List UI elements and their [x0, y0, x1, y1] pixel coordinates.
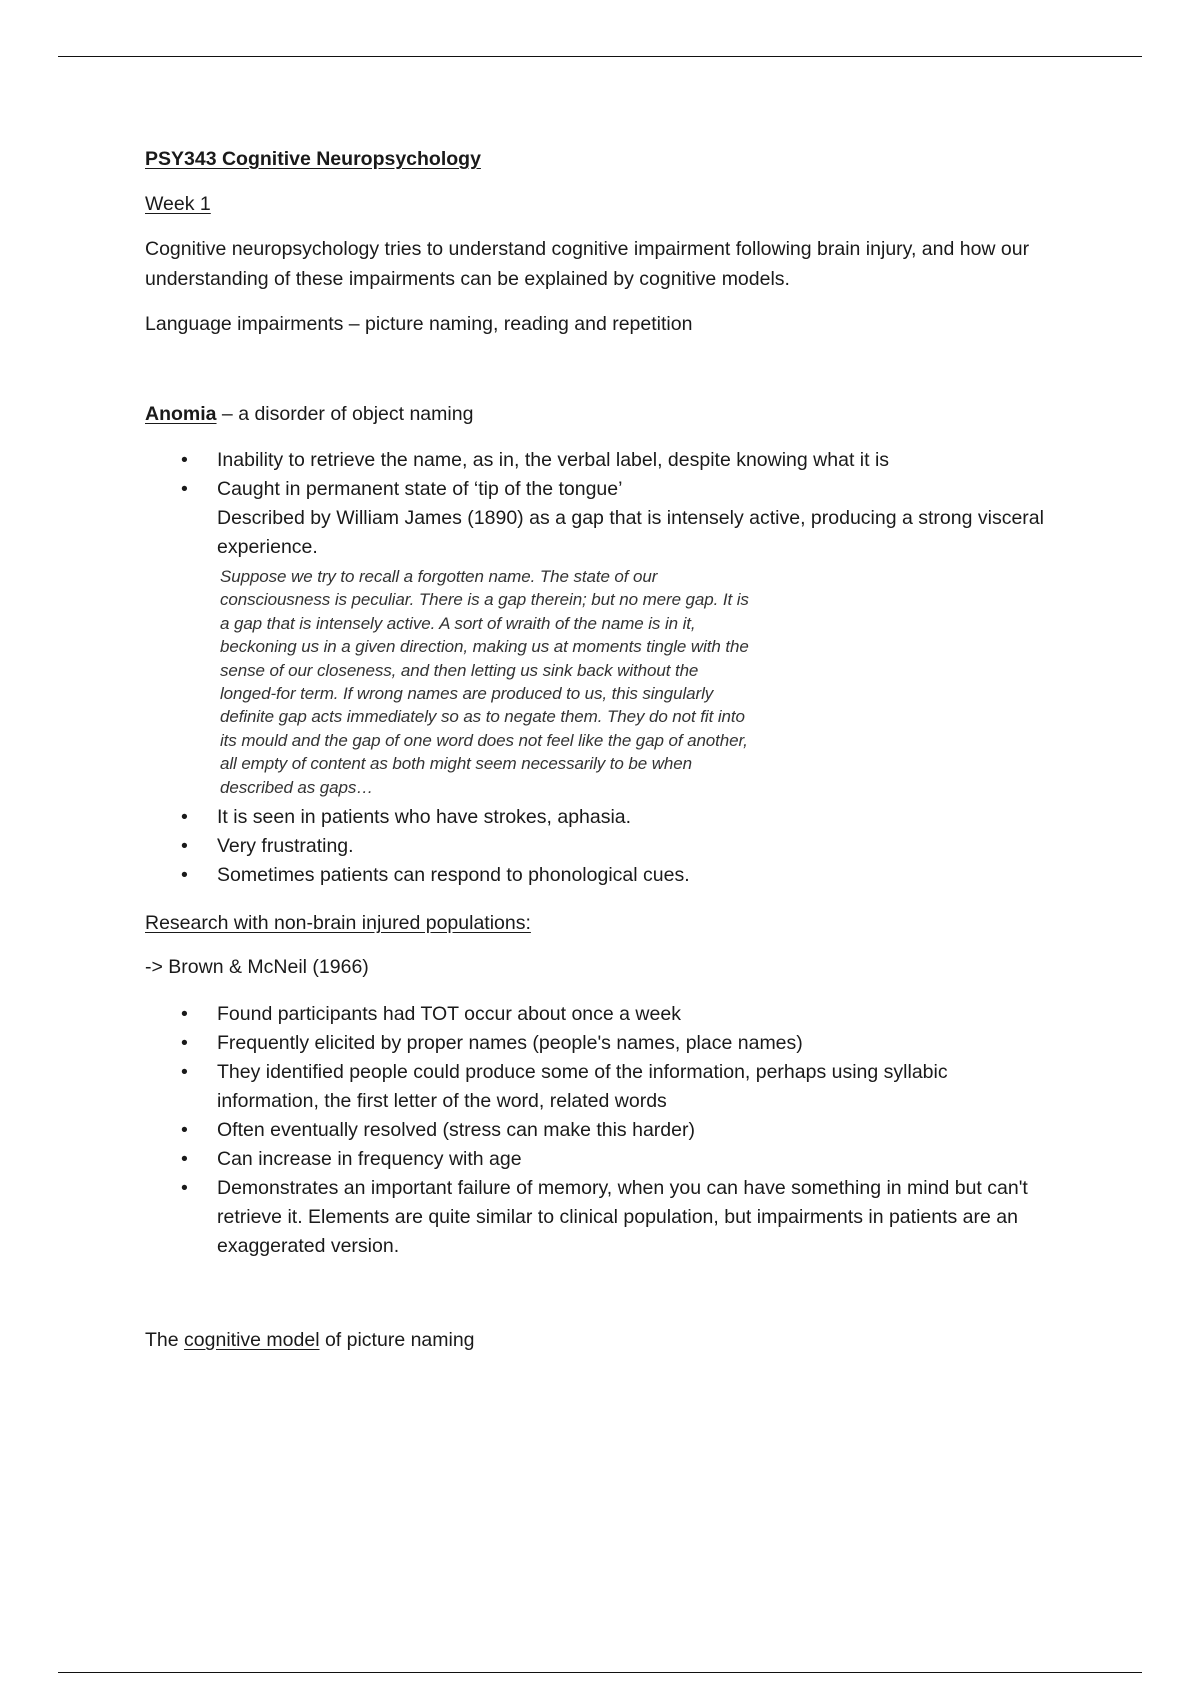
james-description-line-2: experience.: [217, 536, 318, 558]
intro-line-1: Cognitive neuropsychology tries to understand cognitive impairment following brain injury, and how our: [145, 238, 1030, 260]
quote-line: its mould and the gap of one word does not feel like the gap of another,: [220, 730, 748, 750]
quote-line: longed-for term. If wrong names are produced to us, this singularly: [220, 684, 714, 704]
quote-line: Suppose we try to recall a forgotten name. The state of our: [220, 567, 658, 586]
week-heading: Week 1: [145, 193, 211, 215]
bullet-icon: •: [181, 478, 188, 500]
bullet-icon: •: [181, 1032, 188, 1054]
bullet-icon: •: [181, 1003, 188, 1025]
bullet-icon: •: [181, 835, 188, 857]
footer-rule: [58, 1672, 1142, 1673]
bullet-icon: •: [181, 806, 188, 828]
list-item: • It is seen in patients who have strokes, aphasia.: [217, 803, 690, 832]
james-description-line-1: Described by William James (1890) as a gap that is intensely active, producing a strong visceral: [217, 507, 1044, 529]
header-rule: [58, 56, 1142, 57]
anomia-term: Anomia: [145, 403, 217, 425]
william-james-quote-image: [220, 565, 840, 799]
brown-mcneil-reference: -> Brown & McNeil (1966): [145, 956, 369, 978]
brown-bullet-list: [181, 1000, 1028, 1261]
quote-line: beckoning us in a given direction, making us at moments tingle with the: [220, 637, 749, 657]
list-item: • Frequently elicited by proper names (people's names, place names): [217, 1029, 1028, 1058]
quote-line: sense of our closeness, and then letting us sink back without the: [220, 660, 699, 680]
list-item: • Often eventually resolved (stress can make this harder): [217, 1116, 1028, 1145]
document-title: PSY343 Cognitive Neuropsychology: [145, 148, 481, 170]
intro-line-2: understanding of these impairments can be explained by cognitive models.: [145, 268, 790, 290]
anomia-bullet-list: [181, 446, 890, 504]
anomia-heading: [145, 400, 473, 429]
list-item: • Demonstrates an important failure of memory, when you can have something in mind but can't retrieve it. Elements are quite similar to clinical population, but impairments in patients are an exaggerated version.: [217, 1174, 1028, 1261]
quote-line: definite gap acts immediately so as to negate them. They do not fit into: [220, 707, 745, 727]
quote-line: described as gaps…: [220, 777, 374, 797]
research-heading: Research with non-brain injured populations:: [145, 912, 531, 934]
list-item: • Found participants had TOT occur about once a week: [217, 1000, 1028, 1029]
quote-line: all empty of content as both might seem necessarily to be when: [220, 754, 692, 774]
list-item: • Sometimes patients can respond to phonological cues.: [217, 861, 690, 890]
list-item: • Can increase in frequency with age: [217, 1145, 1028, 1174]
quote-line: consciousness is peculiar. There is a gap therein; but no mere gap. It is: [220, 590, 749, 610]
bullet-icon: •: [181, 864, 188, 886]
list-item: • Caught in permanent state of ‘tip of the tongue’: [217, 475, 889, 504]
anomia-definition: – a disorder of object naming: [216, 403, 474, 425]
bullet-icon: •: [181, 1119, 188, 1141]
language-impairments-line: Language impairments – picture naming, reading and repetition: [145, 313, 693, 335]
list-item: • Very frustrating.: [217, 832, 690, 861]
bullet-icon: •: [181, 1061, 188, 1083]
bullet-icon: •: [181, 1177, 188, 1199]
cognitive-model-heading: The cognitive model of picture naming: [145, 1329, 475, 1351]
list-item: • Inability to retrieve the name, as in, the verbal label, despite knowing what it is: [217, 446, 889, 475]
cognitive-model-term: cognitive model: [184, 1329, 320, 1351]
bullet-icon: •: [181, 1148, 188, 1170]
anomia-bullet-list-2: [181, 803, 690, 890]
bullet-icon: •: [181, 449, 188, 471]
list-item: • They identified people could produce some of the information, perhaps using syllabic information, the first letter of the word, related words: [217, 1058, 1028, 1116]
quote-line: a gap that is intensely active. A sort of wraith of the name is in it,: [220, 613, 696, 633]
